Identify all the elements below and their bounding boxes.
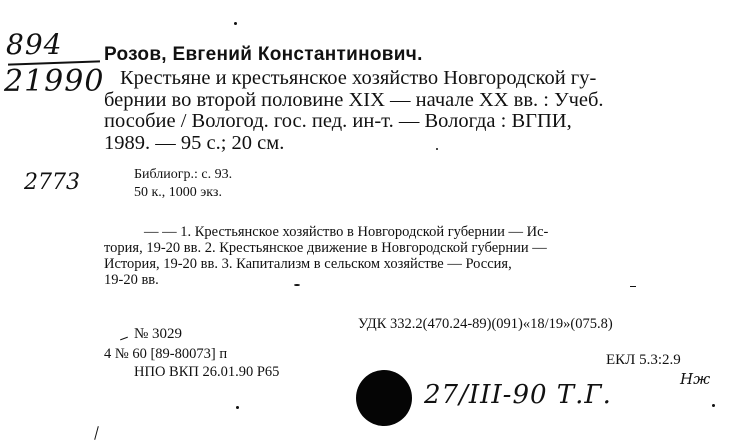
title-line: Крестьяне и крестьянское хозяйство Новгородской гу- xyxy=(120,67,597,89)
price-print-run: 50 к., 1000 экз. xyxy=(134,185,222,200)
subject-line: История, 19-20 вв. 3. Капитализм в сельском хозяйстве — Россия, xyxy=(104,256,512,272)
subject-line: тория, 19-20 вв. 2. Крестьянское движение в Новгородской губернии — xyxy=(104,240,547,256)
title-line: 1989. — 95 с.; 20 см. xyxy=(104,131,285,154)
author-heading: Розов, Евгений Константинович. xyxy=(104,44,423,65)
handwritten-date-note: 27/III-90 Т.Г. xyxy=(424,380,612,410)
bibliography-note: Библиогр.: с. 93. xyxy=(134,167,233,182)
subject-headings xyxy=(104,224,710,288)
ink-mark xyxy=(120,337,128,341)
ink-mark xyxy=(94,426,99,440)
handwritten-number-left: 2773 xyxy=(24,170,80,195)
punch-hole xyxy=(356,370,412,426)
ink-speck xyxy=(712,404,715,407)
title-line: бернии во второй половине XIX — начале XX вв. : Учеб. xyxy=(104,88,604,111)
ink-mark xyxy=(630,286,636,287)
subject-line: 19-20 вв. xyxy=(104,272,159,288)
order-number: № 3029 xyxy=(134,326,183,342)
ink-speck xyxy=(294,284,300,286)
handwritten-number-top xyxy=(6,28,62,61)
title-line: пособие / Вологод. гос. пед. ин-т. — Вологда : ВГПИ, xyxy=(104,110,572,132)
npo-line: НПО ВКП 26.01.90 Р65 xyxy=(134,364,280,380)
handwritten-number-top-text: 894 xyxy=(6,28,63,61)
ink-speck xyxy=(236,406,239,409)
subject-line: — — 1. Крестьянское хозяйство в Новгородской губернии — Ис- xyxy=(144,224,549,240)
ekl-classification: ЕКЛ 5.3:2.9 xyxy=(606,352,681,368)
card-info: 4 № 60 [89-80073] п xyxy=(104,346,228,362)
udk-classification: УДК 332.2(470.24-89)(091)«18/19»(075.8) xyxy=(358,316,613,332)
title-description xyxy=(104,68,710,154)
ink-speck xyxy=(234,22,237,25)
ink-speck xyxy=(436,148,438,150)
notes-block xyxy=(134,166,232,202)
handwritten-small-note: Нж xyxy=(680,370,711,388)
handwritten-number-middle: 21990 xyxy=(4,64,105,99)
